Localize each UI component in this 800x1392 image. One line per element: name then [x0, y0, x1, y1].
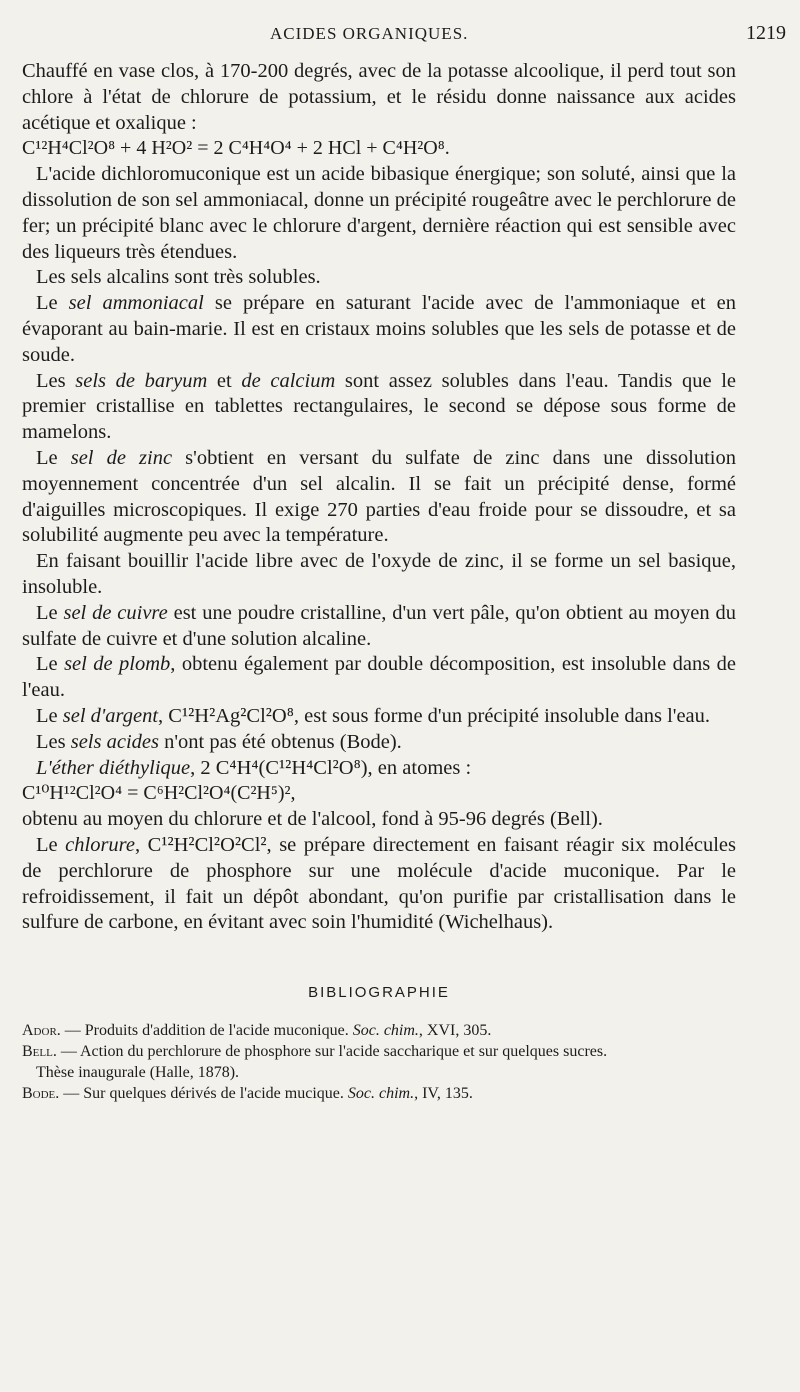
bib-journal: Soc. chim. [352, 1021, 419, 1039]
paragraph [22, 833, 736, 936]
paragraph [22, 704, 736, 730]
paragraph: Chauffé en vase clos, à 170-200 degrés, avec de la potasse alcoolique, il perd tout son chlore à l'état de chlorure de potassium, et le résidu donne naissance aux acides acétique et oxalique : [22, 60, 736, 134]
bib-journal: Soc. chim. [347, 1084, 415, 1102]
text-run: , C¹²H²Ag²Cl²O⁸, est sous forme d'un précipité insoluble dans l'eau. [158, 704, 711, 727]
emphasis: de calcium [241, 369, 336, 392]
text-run: et [207, 369, 242, 392]
paragraph [22, 369, 736, 446]
paragraph: Les sels alcalins sont très solubles. [36, 266, 321, 289]
equation: C¹²H⁴Cl²O⁸ + 4 H²O² = 2 C⁴H⁴O⁴ + 2 HCl + C⁴H²O⁸. [22, 137, 450, 160]
text-run: est une poudre cristalline, d'un vert pâle, qu'on obtient au moyen du sulfate de cuivre et d'une solution alcaline. [22, 601, 736, 650]
text-run: , 2 C⁴H⁴(C¹²H⁴Cl²O⁸), en atomes : [190, 756, 472, 779]
emphasis: chlorure [65, 833, 135, 856]
text-run: n'ont pas été obtenus (Bode). [158, 730, 402, 753]
page-number: 1219 [746, 22, 786, 44]
page-header [0, 22, 800, 50]
paragraph [22, 601, 736, 653]
emphasis: sel d'argent [62, 704, 159, 727]
bibliography-entry [22, 1020, 736, 1041]
bibliography-title: BIBLIOGRAPHIE [308, 984, 450, 1002]
running-title: ACIDES ORGANIQUES. [270, 24, 469, 43]
bib-text: — Produits d'addition de l'acide muconique. [60, 1021, 353, 1039]
equation: C¹⁰H¹²Cl²O⁴ = C⁶H²Cl²O⁴(C²H⁵)², [22, 782, 296, 805]
bib-ref: , XVI, 305. [418, 1021, 492, 1039]
body-text [22, 59, 736, 1104]
bib-ref: , IV, 135. [414, 1084, 473, 1102]
text-run: Le [36, 292, 69, 315]
paragraph: obtenu au moyen du chlorure et de l'alcool, fond à 95-96 degrés (Bell). [22, 808, 603, 831]
text-run: Les [36, 369, 76, 392]
paragraph [22, 652, 736, 704]
bibliography-entry [22, 1041, 736, 1062]
emphasis: sels acides [70, 730, 159, 753]
bib-author: Bode. [22, 1084, 60, 1102]
bibliography-continuation: Thèse inaugurale (Halle, 1878). [36, 1063, 240, 1081]
paragraph [22, 756, 736, 782]
text-run: s'obtient en versant du sulfate de zinc dans une dissolution moyennement concentrée d'un sel alcalin. Il se fait un précipité dense, formé d'aiguilles microscopiques. Il exige 270 parties d'eau froide pour se dissoudre, et sa solubilité augmente peu avec la température. [22, 446, 736, 547]
emphasis: sel de cuivre [63, 601, 168, 624]
text-run: Le [36, 704, 63, 727]
text-run: sont assez solubles dans l'eau. Tandis que le premier cristallise en tablettes rectangulaires, le second se dépose sous forme de mamelons. [22, 369, 736, 444]
text-run: Le [36, 601, 64, 624]
bibliography [22, 1020, 736, 1104]
emphasis: sel de plomb [64, 653, 171, 676]
text-run: se prépare en saturant l'acide avec de l'ammoniaque et en évaporant au bain-marie. Il est en cristaux moins solubles que les sels de potasse et de soude. [22, 292, 736, 366]
paragraph: L'acide dichloromuconique est un acide bibasique énergique; son soluté, ainsi que la dissolution de son sel ammoniacal, donne un précipité rougeâtre avec le perchlorure de fer; un précipité blanc avec le chlorure d'argent, dernière réaction qui est sensible avec des liqueurs très étendues. [22, 163, 736, 263]
paragraph [22, 446, 736, 549]
text-run: , C¹²H²Cl²O²Cl², se prépare directement en faisant réagir six molécules de perchlorure de phosphore sur une molécule d'acide muconique. Par le refroidissement, il fait un dépôt abondant, qu'on purifie par cristallisation dans le sulfure de carbone, en évitant avec soin l'humidité (Wichelhaus). [22, 833, 736, 934]
emphasis: sel ammoniacal [68, 292, 204, 315]
bib-text: — Action du perchlorure de phosphore sur l'acide saccharique et sur quelques sucres. [56, 1042, 608, 1060]
emphasis: sels de baryum [75, 369, 208, 392]
bib-author: Bell. [22, 1042, 57, 1060]
bibliography-entry [22, 1083, 736, 1104]
text-run: Les [36, 730, 71, 753]
bib-author: Ador. [22, 1021, 61, 1039]
paragraph: En faisant bouillir l'acide libre avec de l'oxyde de zinc, il se forme un sel basique, insoluble. [22, 550, 736, 598]
text-run: Le [36, 833, 66, 856]
emphasis: sel de zinc [70, 446, 173, 469]
paragraph [22, 730, 736, 756]
text-run: Le [36, 446, 71, 469]
paragraph [22, 291, 736, 368]
text-run: Le [36, 653, 65, 676]
emphasis: L'éther diéthylique [36, 756, 191, 779]
bib-text: — Sur quelques dérivés de l'acide mucique. [59, 1084, 348, 1102]
text-run: , obtenu également par double décomposition, est insoluble dans de l'eau. [22, 653, 736, 702]
